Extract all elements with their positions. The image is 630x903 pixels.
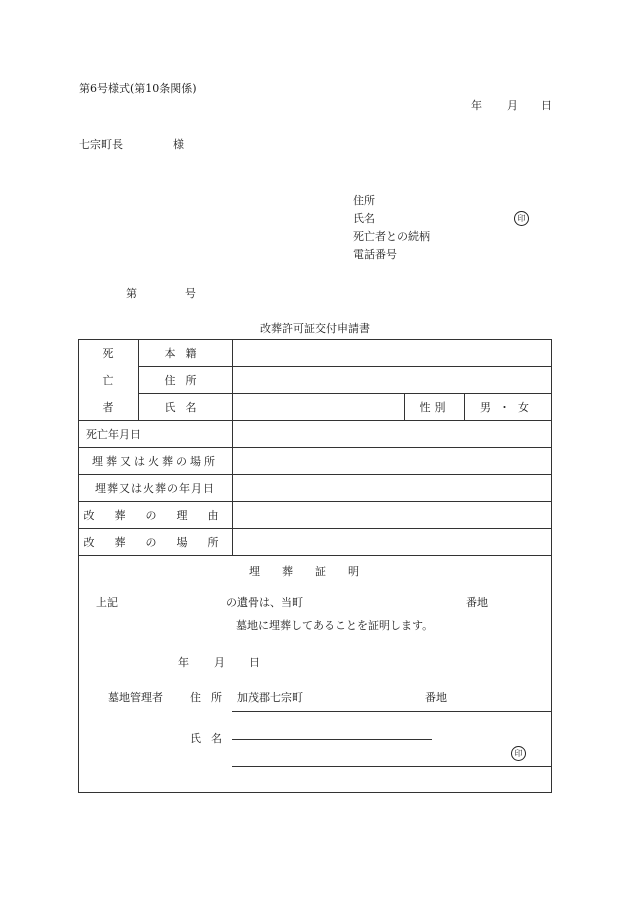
manager-name-underline [232,766,552,767]
addressee-mayor: 七宗町長 [79,138,123,151]
manager-address-underline [232,711,552,712]
certificate-line1-prefix: 上記 [96,596,118,609]
burial-date-label: 埋葬又は火葬の年月日 [95,481,215,495]
applicant-seal-mark: 印 [514,211,529,226]
form-title: 改葬許可証交付申請書 [260,322,370,335]
certificate-line1-mid: の遺骨は、当町 [226,596,303,609]
applicant-relationship-label: 死亡者との続柄 [353,230,430,243]
manager-banchi: 番地 [425,691,447,704]
certificate-line1-suffix: 番地 [466,596,488,609]
manager-address-value: 加茂郡七宗町 [237,691,303,704]
manager-name-label: 氏名 [190,732,232,745]
doc-number-dai: 第 [126,287,137,300]
burial-place-label: 埋葬又は火葬の場所 [92,454,218,468]
addressee-honorific: 様 [173,138,184,151]
sex-options: 男・女 [480,400,537,414]
doc-number-go: 号 [185,287,196,300]
sex-label: 性別 [419,400,450,414]
name-label: 氏名 [164,400,207,414]
manager-seal-mark: 印 [511,746,526,761]
manager-address-label: 住所 [190,691,232,704]
applicant-address-label: 住所 [353,194,375,207]
applicant-phone-label: 電話番号 [353,248,397,261]
deceased-label-char: 者 [102,400,114,414]
manager-name-line [232,739,432,740]
honseki-label: 本籍 [164,346,207,360]
date-month: 月 [507,99,518,112]
date-year: 年 [471,99,482,112]
certificate-date-day: 日 [249,656,260,669]
deceased-label-char: 亡 [102,373,114,387]
form-number: 第6号様式(第10条関係) [79,82,197,95]
certificate-line2: 墓地に埋葬してあることを証明します。 [236,619,434,632]
cemetery-manager-label: 墓地管理者 [108,691,163,704]
applicant-name-label: 氏名 [353,212,375,225]
deceased-label-char: 死 [102,346,114,360]
row-divider [78,555,552,556]
reburial-place-label: 改葬の場所 [83,535,239,549]
death-date-label: 死亡年月日 [86,427,141,441]
date-day: 日 [541,99,552,112]
address-label: 住所 [164,373,207,387]
reburial-reason-label: 改葬の理由 [83,508,239,522]
certificate-date-month: 月 [214,656,225,669]
certificate-title: 埋葬証明 [249,565,381,578]
column-divider [232,339,233,555]
certificate-date-year: 年 [178,656,189,669]
